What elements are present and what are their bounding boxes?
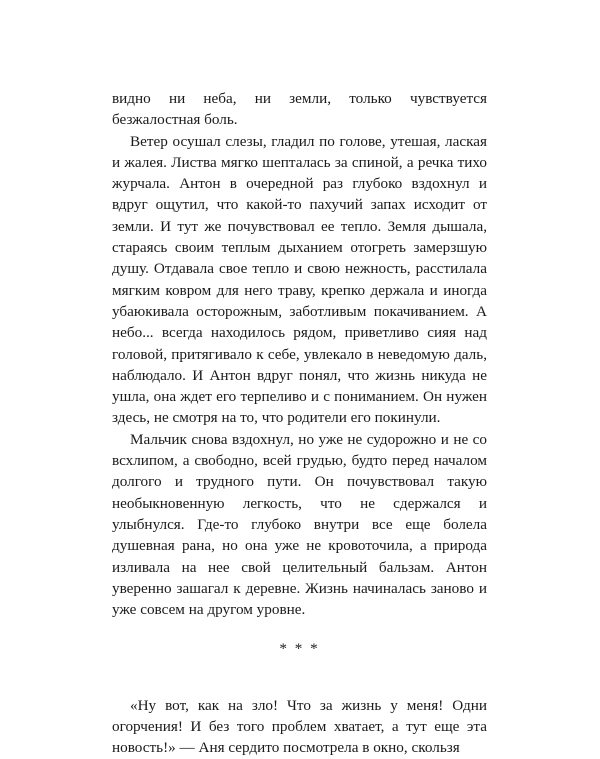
section-separator: * * * — [279, 640, 320, 658]
paragraph-continuation: видно ни неба, ни земли, только чувствуется безжалостная боль. — [112, 90, 487, 129]
paragraph-boy: Мальчик снова вздохнул, но уже не судорожно и не со всхлипом, а свободно, всей грудью, будто перед началом долгого и трудного пути. Он почувствовал такую необыкновенную легкость, что не сдержался и улыбнулся. Где-то глубоко внутри все еще болела душевная рана, но она уже не кровоточила, а природа изливала на нее свой целительный бальзам. Антон уверенно зашагал к деревне. Жизнь начиналась заново и уже совсем на другом уровне. — [112, 430, 487, 619]
paragraph-wind: Ветер осушал слезы, гладил по голове, утешая, лаская и жалея. Листва мягко шепталась за спиной, а речка тихо журчала. Антон в очередной раз глубоко вздохнул и вдруг ощутил, что какой-то пахучий запах исходит от земли. И тут же почувствовал ее тепло. Земля дышала, стараясь своим теплым дыханием отогреть замерзшую душу. Отдавала свое тепло и свою нежность, расстилала мягким ковром для него траву, крепко держала и иногда убаюкивала осторожным, заботливым покачиванием. А небо... всегда находилось рядом, приветливо сияя над головой, притягивало к себе, увлекало в неведомую даль, наблюдало. И Антон вдруг понял, что жизнь никуда не ушла, она ждет его терпеливо и с пониманием. Он нужен здесь, не смотря на то, что родители его покинули. — [112, 132, 487, 427]
book-page — [112, 88, 487, 759]
paragraph-anya: «Ну вот, как на зло! Что за жизнь у меня! Одни огорчения! И без того проблем хватает, а тут еще эта новость!» — Аня сердито посмотрела в окно, скользя — [112, 696, 487, 757]
